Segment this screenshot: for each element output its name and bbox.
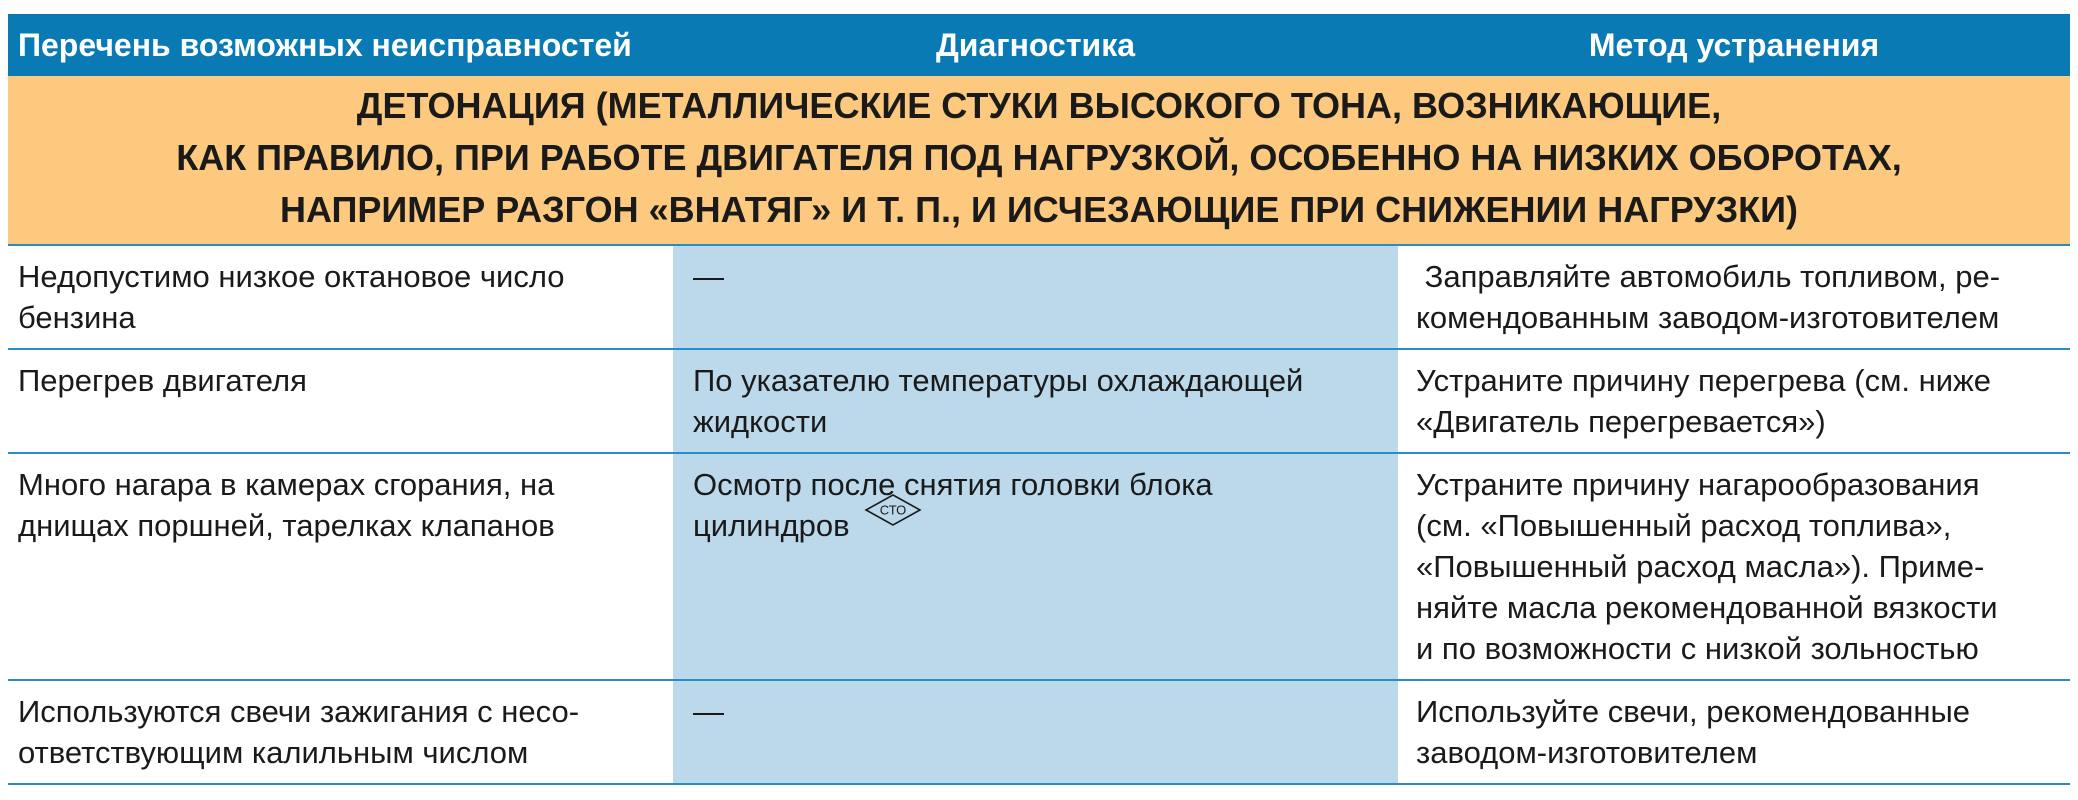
diagnosis-cell: — xyxy=(673,246,1398,348)
remedy-cell: Устраните причину перегрева (см. ниже «Двигатель перегревается») xyxy=(1398,350,2070,452)
header-faults: Перечень возможных неисправностей xyxy=(18,26,632,63)
diagnosis-cell: — xyxy=(673,681,1398,783)
header-diagnosis: Диагностика xyxy=(936,26,1135,63)
fault-cell: Перегрев двигателя xyxy=(8,350,673,452)
fault-cell: Много нагара в камерах сгорания, на днищах поршней, тарелках клапанов xyxy=(8,454,673,679)
banner-line: ДЕТОНАЦИЯ (МЕТАЛЛИЧЕСКИЕ СТУКИ ВЫСОКОГО ТОНА, ВОЗНИКАЮЩИЕ, xyxy=(356,85,1722,126)
troubleshooting-table xyxy=(8,14,2070,785)
table-header xyxy=(8,14,2070,76)
table-row xyxy=(8,350,2070,454)
remedy-cell: Устраните причину нагарообразования (см. «Повышенный расход топлива», «Повышенный расход масла»). Приме- няйте масла рекомендованной вязкости и по возможности с низкой зольностью xyxy=(1398,454,2070,679)
remedy-cell: Заправляйте автомобиль топливом, ре- комендованным заводом-изготовителем xyxy=(1398,246,2070,348)
sto-diamond-icon xyxy=(864,493,922,537)
banner-line: НАПРИМЕР РАЗГОН «ВНАТЯГ» И Т. П., И ИСЧЕЗАЮЩИЕ ПРИ СНИЖЕНИИ НАГРУЗКИ) xyxy=(279,189,1799,230)
banner-line: КАК ПРАВИЛО, ПРИ РАБОТЕ ДВИГАТЕЛЯ ПОД НАГРУЗКОЙ, ОСОБЕННО НА НИЗКИХ ОБОРОТАХ, xyxy=(176,137,1902,178)
header-remedy: Метод устранения xyxy=(1588,26,1880,63)
section-banner xyxy=(8,76,2070,244)
svg-text:СТО: СТО xyxy=(879,502,906,518)
fault-cell: Используются свечи зажигания с несо- ответствующим калильным числом xyxy=(8,681,673,783)
table-row xyxy=(8,246,2070,350)
table-row xyxy=(8,454,2070,681)
remedy-cell: Используйте свечи, рекомендованные заводом-изготовителем xyxy=(1398,681,2070,783)
fault-cell: Недопустимо низкое октановое число бензина xyxy=(8,246,673,348)
diagnosis-cell: По указателю температуры охлаждающей жидкости xyxy=(673,350,1398,452)
diagnosis-cell: Осмотр после снятия головки блока цилиндров СТО xyxy=(673,454,1398,679)
table-body xyxy=(8,244,2070,785)
table-row xyxy=(8,681,2070,785)
